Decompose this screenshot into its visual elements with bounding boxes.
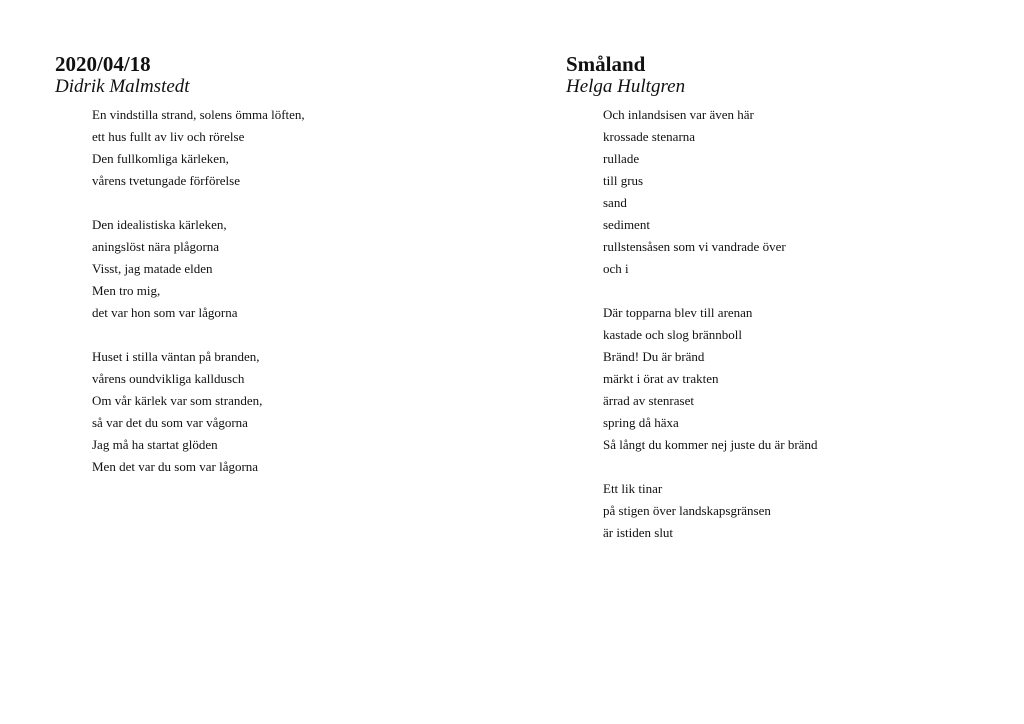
- poem-line: Om vår kärlek var som stranden,: [92, 393, 263, 408]
- poem-line: Och inlandsisen var även här: [603, 107, 754, 122]
- poem-line: Huset i stilla väntan på branden,: [92, 349, 260, 364]
- poem-body: [92, 104, 495, 478]
- poem-line: krossade stenarna: [603, 129, 696, 144]
- poem-line: sediment: [603, 217, 650, 232]
- stanza: [92, 214, 495, 324]
- poem-line: En vindstilla strand, solens ömma löften,: [92, 107, 305, 122]
- poem-title: 2020/04/18: [55, 52, 151, 76]
- poem-line: Så långt du kommer nej juste du är bränd: [603, 437, 818, 452]
- poem-author: Didrik Malmstedt: [55, 76, 190, 97]
- poem-line: Ett lik tinar: [603, 481, 663, 496]
- poem-line: Den fullkomliga kärleken,: [92, 151, 229, 166]
- poem-line: ärrad av stenraset: [603, 393, 694, 408]
- poem-body: [603, 104, 1006, 544]
- stanza: [603, 104, 1006, 280]
- poem-line: så var det du som var vågorna: [92, 415, 248, 430]
- stanza: [603, 478, 1006, 544]
- poem-line: sand: [603, 195, 627, 210]
- poem-title: Småland: [566, 52, 646, 76]
- poem-line: märkt i örat av trakten: [603, 371, 719, 386]
- stanza: [92, 346, 495, 478]
- poem-line: vårens tvetungade förförelse: [92, 173, 240, 188]
- poem-line: ett hus fullt av liv och rörelse: [92, 129, 245, 144]
- poem-left: [55, 52, 495, 500]
- poem-line: är istiden slut: [603, 525, 674, 540]
- stanza: [92, 104, 495, 192]
- poem-line: till grus: [603, 173, 644, 188]
- poem-line: Visst, jag matade elden: [92, 261, 213, 276]
- poem-line: vårens oundvikliga kalldusch: [92, 371, 245, 386]
- poem-line: och i: [603, 261, 629, 276]
- poem-line: Men tro mig,: [92, 283, 161, 298]
- poem-line: Men det var du som var lågorna: [92, 459, 259, 474]
- poem-line: på stigen över landskapsgränsen: [603, 503, 771, 518]
- poem-line: rullade: [603, 151, 640, 166]
- poem-line: Den idealistiska kärleken,: [92, 217, 227, 232]
- poem-line: rullstensåsen som vi vandrade över: [603, 239, 786, 254]
- poem-line: kastade och slog brännboll: [603, 327, 742, 342]
- poem-line: Där topparna blev till arenan: [603, 305, 753, 320]
- poem-line: Bränd! Du är bränd: [603, 349, 705, 364]
- poem-line: det var hon som var lågorna: [92, 305, 238, 320]
- poem-line: Jag må ha startat glöden: [92, 437, 218, 452]
- poem-author: Helga Hultgren: [566, 76, 686, 97]
- poem-right: [566, 52, 1006, 566]
- stanza: [603, 302, 1006, 456]
- poem-line: aningslöst nära plågorna: [92, 239, 220, 254]
- poem-line: spring då häxa: [603, 415, 679, 430]
